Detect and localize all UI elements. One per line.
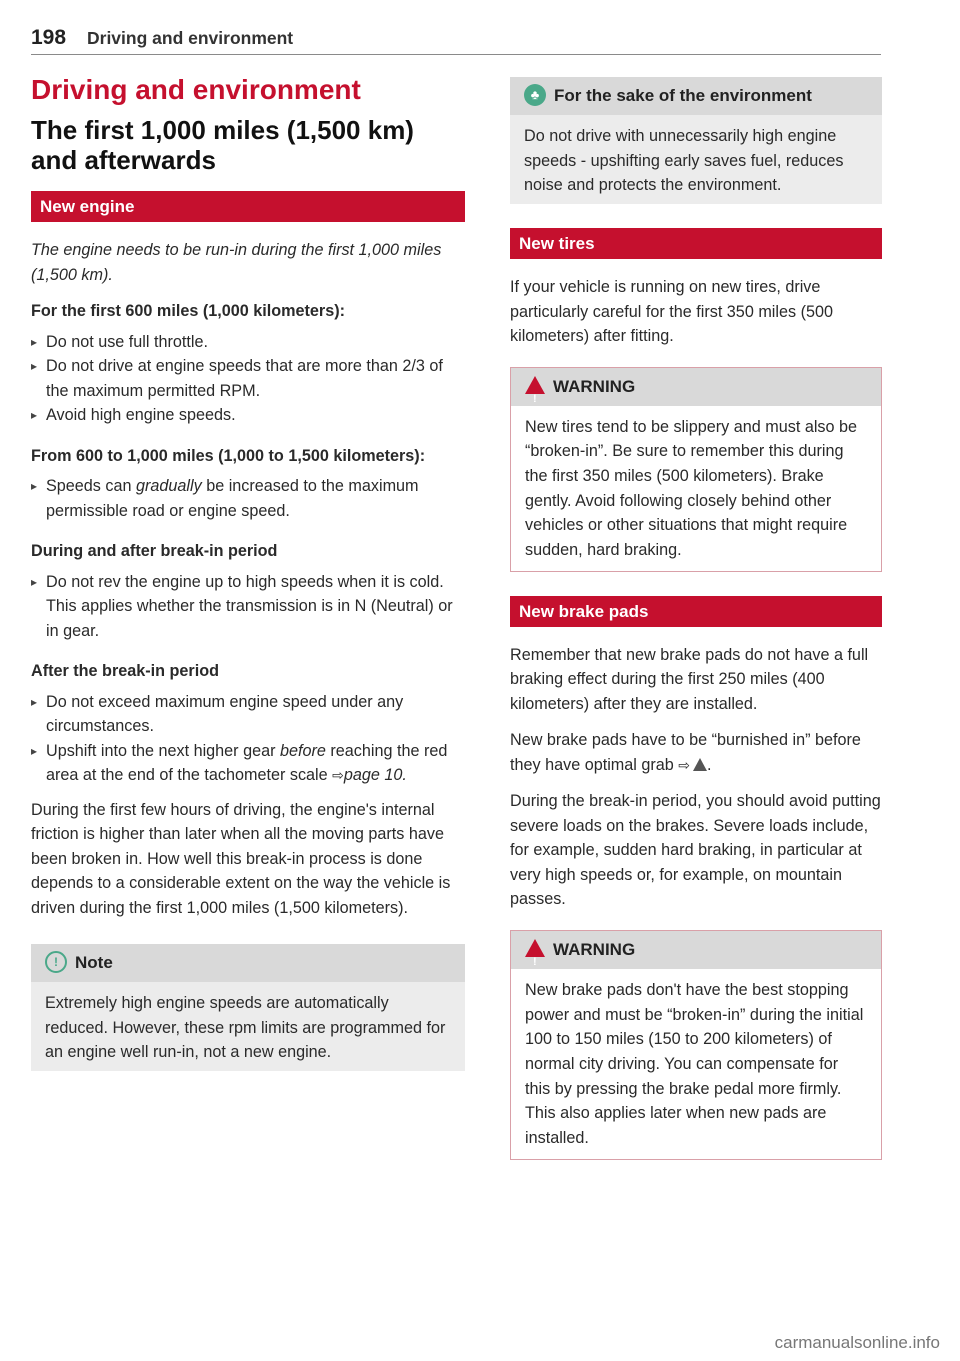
list-item: ▸ Do not exceed maximum engine speed under any circumstances. (31, 690, 465, 739)
right-column (510, 74, 882, 1170)
chapter-title: Driving and environment (31, 74, 361, 105)
warning-icon (525, 939, 545, 957)
reference-arrow-icon: ⇨ (332, 767, 344, 783)
break-in-paragraph: During the first few hours of driving, the engine's internal friction is higher than later when all the moving parts have been broken in. How well this break-in process is done depends to a considerable extent on the way the vehicle is driven during the first 1,000 miles (1,500 kilometers). (31, 800, 451, 917)
environment-icon: ♣ (524, 84, 546, 106)
after-break-in-heading: After the break-in period (31, 662, 219, 680)
during-break-in-heading: During and after break-in period (31, 542, 278, 560)
info-icon: ! (45, 951, 67, 973)
list-item: ▸ Do not drive at engine speeds that are more than 2/3 of the maximum permitted RPM. (31, 354, 465, 403)
warning-body: New tires tend to be slippery and must also be “broken-in”. Be sure to remember this during the first 350 miles (500 kilometers). Brake gently. Avoid following closely behind other vehicles or other situations that might require sudden, hard braking. (525, 417, 858, 560)
list-item: ▸ Speeds can gradually be increased to the maximum permissible road or engine speed. (31, 474, 465, 523)
warning-icon (525, 376, 545, 394)
brakes-warning-box (510, 930, 882, 1160)
new-tires-heading: New tires (510, 228, 882, 259)
list-item: ▸ Do not rev the engine up to high speeds when it is cold. This applies whether the transmission is in N (Neutral) or in gear. (31, 570, 465, 644)
during-break-in-list (31, 570, 465, 644)
new-brake-pads-heading: New brake pads (510, 596, 882, 627)
note-title: Note (75, 953, 113, 972)
new-engine-heading: New engine (31, 191, 465, 222)
brakes-paragraph-3: During the break-in period, you should avoid putting severe loads on the brakes. Severe loads include, for example, sudden hard braking, in particular at very high speeds or, for example, on mountain passes. (510, 792, 881, 909)
tires-paragraph: If your vehicle is running on new tires, drive particularly careful for the first 350 miles (500 kilometers) after fitting. (510, 278, 833, 346)
new-engine-intro: The engine needs to be run-in during the first 1,000 miles (1,500 km). (31, 241, 442, 284)
reference-arrow-icon: ⇨ (678, 756, 691, 773)
list-item: ▸ Avoid high engine speeds. (31, 403, 465, 428)
page-header (31, 26, 881, 55)
warning-title: WARNING (553, 376, 636, 396)
from-600-heading: From 600 to 1,000 miles (1,000 to 1,500 kilometers): (31, 446, 426, 465)
after-break-in-list (31, 690, 465, 788)
environment-body: Do not drive with unnecessarily high engine speeds - upshifting early saves fuel, reduces noise and protects the environment. (524, 127, 844, 195)
brakes-paragraph-2: New brake pads have to be “burnished in” before they have optimal grab ⇨ . (510, 731, 861, 774)
warning-reference-icon[interactable] (693, 758, 707, 771)
environment-box (510, 77, 882, 204)
page-number: 198 (31, 26, 67, 49)
brakes-paragraph-1: Remember that new brake pads do not have a full braking effect during the first 250 miles (400 kilometers) after they are installed. (510, 645, 869, 713)
section-name: Driving and environment (87, 28, 294, 48)
first-600-list (31, 330, 465, 428)
page-reference-link[interactable]: page 10. (343, 766, 407, 784)
tires-warning-box (510, 367, 882, 572)
list-item: ▸ Do not use full throttle. (31, 330, 465, 355)
from-600-list (31, 474, 465, 523)
left-column (31, 74, 465, 1081)
warning-body: New brake pads don't have the best stopping power and must be “broken-in” during the initial 100 to 150 miles (150 to 200 kilometers) of normal city driving. You can compensate for this by pressing the brake pedal more firmly. This also applies later when new pads are installed. (525, 980, 864, 1148)
watermark: carmanualsonline.info (774, 1333, 940, 1352)
note-box (31, 944, 465, 1071)
list-item: ▸ Upshift into the next higher gear before reaching the red area at the end of the tachometer scale ⇨page 10. (31, 739, 465, 788)
environment-title: For the sake of the environment (554, 86, 812, 105)
note-body: Extremely high engine speeds are automatically reduced. However, these rpm limits are programmed for an engine well run-in, not a new engine. (45, 994, 446, 1062)
warning-title: WARNING (553, 939, 636, 959)
first-600-heading: For the first 600 miles (1,000 kilometers): (31, 302, 345, 320)
section-title: The first 1,000 miles (1,500 km) and afterwards (31, 115, 414, 175)
